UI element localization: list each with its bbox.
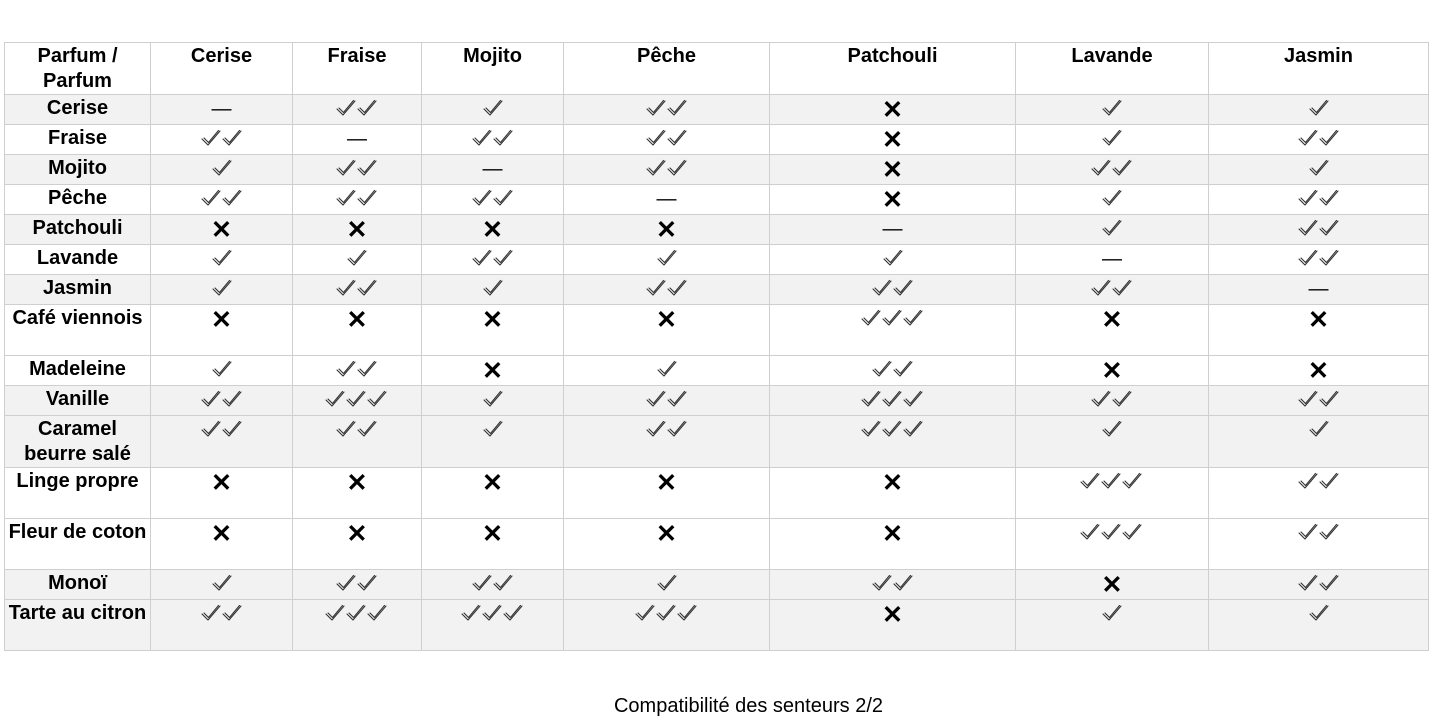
compatibility-cell: [770, 245, 1016, 275]
check-1-icon: [656, 248, 678, 268]
compatibility-cell: [1016, 155, 1209, 185]
compatibility-cell: [1209, 600, 1429, 651]
compatibility-cell: [1016, 215, 1209, 245]
compatibility-cell: [1016, 519, 1209, 570]
compatibility-cell: [293, 305, 422, 356]
incompatible-cross-icon: ✕: [482, 357, 503, 385]
column-header: Mojito: [422, 43, 564, 95]
compatibility-cell: [1209, 386, 1429, 416]
compatibility-cell: [1016, 600, 1209, 651]
check-2-icon: [1297, 471, 1341, 491]
compatibility-cell: [422, 386, 564, 416]
table-row: [5, 125, 1429, 155]
compatibility-cell: [770, 386, 1016, 416]
table-row: [5, 155, 1429, 185]
incompatible-cross-icon: ✕: [211, 469, 232, 497]
column-header: Fraise: [293, 43, 422, 95]
compatibility-cell: [1209, 305, 1429, 356]
check-1-icon: [1101, 188, 1123, 208]
compatibility-cell: [564, 468, 770, 519]
incompatible-cross-icon: ✕: [882, 469, 903, 497]
row-header: Patchouli: [5, 215, 151, 245]
compatibility-cell: [564, 245, 770, 275]
compatibility-cell: [564, 125, 770, 155]
check-2-icon: [335, 359, 379, 379]
table-row: [5, 245, 1429, 275]
compatibility-cell: [422, 305, 564, 356]
compatibility-cell: [293, 570, 422, 600]
table-row: [5, 305, 1429, 356]
compatibility-cell: [770, 275, 1016, 305]
check-2-icon: [871, 573, 915, 593]
compatibility-cell: [151, 386, 293, 416]
compatibility-cell: [1016, 356, 1209, 386]
header-row: [5, 43, 1429, 95]
row-header: Fleur de coton: [5, 519, 151, 570]
check-3-icon: [324, 603, 390, 623]
check-2-icon: [1297, 248, 1341, 268]
compatibility-cell: [422, 155, 564, 185]
table-row: [5, 356, 1429, 386]
table-row: [5, 185, 1429, 215]
compatibility-cell: [422, 356, 564, 386]
incompatible-cross-icon: ✕: [1308, 357, 1329, 385]
check-2-icon: [645, 98, 689, 118]
incompatible-cross-icon: ✕: [482, 520, 503, 548]
check-1-icon: [211, 158, 233, 178]
check-2-icon: [471, 188, 515, 208]
compatibility-cell: [422, 600, 564, 651]
compatibility-cell: [293, 155, 422, 185]
compatibility-cell: [422, 95, 564, 125]
check-2-icon: [1297, 522, 1341, 542]
compatibility-cell: [151, 356, 293, 386]
compatibility-cell: [564, 155, 770, 185]
check-1-icon: [1101, 218, 1123, 238]
compatibility-cell: [1016, 416, 1209, 468]
incompatible-cross-icon: ✕: [656, 520, 677, 548]
compatibility-cell: [564, 519, 770, 570]
compatibility-cell: [1209, 185, 1429, 215]
compatibility-cell: [1209, 95, 1429, 125]
column-header: Patchouli: [770, 43, 1016, 95]
check-3-icon: [324, 389, 390, 409]
row-header: Fraise: [5, 125, 151, 155]
check-2-icon: [471, 128, 515, 148]
check-1-icon: [1101, 419, 1123, 439]
check-1-icon: [1308, 603, 1330, 623]
check-2-icon: [871, 278, 915, 298]
compatibility-cell: [293, 416, 422, 468]
check-2-icon: [1090, 389, 1134, 409]
compatibility-cell: [770, 95, 1016, 125]
row-header: Pêche: [5, 185, 151, 215]
check-2-icon: [645, 389, 689, 409]
compatibility-cell: [151, 155, 293, 185]
check-1-icon: [1101, 128, 1123, 148]
corner-header: Parfum / Parfum: [5, 43, 151, 95]
incompatible-cross-icon: ✕: [882, 96, 903, 124]
table-row: [5, 570, 1429, 600]
compatibility-cell: [770, 125, 1016, 155]
compatibility-cell: [151, 185, 293, 215]
incompatible-cross-icon: ✕: [656, 216, 677, 244]
incompatible-cross-icon: ✕: [346, 520, 368, 548]
incompatible-cross-icon: ✕: [882, 601, 903, 629]
check-1-icon: [211, 359, 233, 379]
incompatible-cross-icon: ✕: [1101, 357, 1123, 385]
compatibility-cell: [422, 185, 564, 215]
compatibility-cell: [1016, 275, 1209, 305]
row-header: Café viennois: [5, 305, 151, 356]
compatibility-cell: [422, 245, 564, 275]
check-1-icon: [211, 573, 233, 593]
compatibility-cell: [770, 600, 1016, 651]
compatibility-cell: [1016, 245, 1209, 275]
compatibility-cell: [422, 275, 564, 305]
compatibility-cell: [151, 416, 293, 468]
check-2-icon: [335, 573, 379, 593]
check-2-icon: [1297, 218, 1341, 238]
incompatible-cross-icon: ✕: [211, 306, 232, 334]
compatibility-cell: [1016, 468, 1209, 519]
table-row: [5, 386, 1429, 416]
compatibility-cell: [151, 95, 293, 125]
check-3-icon: [1079, 471, 1145, 491]
check-1-icon: [482, 278, 504, 298]
check-1-icon: [482, 419, 504, 439]
compatibility-cell: [293, 600, 422, 651]
compatibility-cell: [770, 570, 1016, 600]
compatibility-cell: [1016, 386, 1209, 416]
incompatible-cross-icon: ✕: [656, 306, 677, 334]
compatibility-cell: [293, 386, 422, 416]
column-header: Pêche: [564, 43, 770, 95]
compatibility-cell: [293, 245, 422, 275]
compatibility-cell: [1209, 125, 1429, 155]
check-2-icon: [645, 158, 689, 178]
check-2-icon: [471, 248, 515, 268]
check-1-icon: [211, 278, 233, 298]
row-header: Caramel beurre salé: [5, 416, 151, 468]
check-2-icon: [335, 98, 379, 118]
incompatible-cross-icon: ✕: [882, 126, 903, 154]
compatibility-cell: [564, 275, 770, 305]
check-2-icon: [471, 573, 515, 593]
compatibility-cell: [151, 519, 293, 570]
compatibility-cell: [422, 416, 564, 468]
compatibility-cell: [770, 519, 1016, 570]
compatibility-cell: [1209, 416, 1429, 468]
incompatible-cross-icon: ✕: [346, 469, 368, 497]
compatibility-cell: [1209, 245, 1429, 275]
check-2-icon: [200, 603, 244, 623]
table-row: [5, 519, 1429, 570]
compatibility-cell: [770, 416, 1016, 468]
row-header: Linge propre: [5, 468, 151, 519]
row-header: Tarte au citron: [5, 600, 151, 651]
check-3-icon: [860, 308, 926, 328]
compatibility-cell: [151, 600, 293, 651]
compatibility-cell: [422, 125, 564, 155]
same-scent-dash: —: [882, 218, 903, 240]
same-scent-dash: —: [1308, 278, 1329, 300]
table-row: [5, 215, 1429, 245]
compatibility-cell: [1016, 185, 1209, 215]
compatibility-cell: [1016, 125, 1209, 155]
check-1-icon: [656, 359, 678, 379]
compatibility-cell: [422, 215, 564, 245]
check-2-icon: [871, 359, 915, 379]
compatibility-cell: [151, 305, 293, 356]
compatibility-cell: [1016, 95, 1209, 125]
row-header: Vanille: [5, 386, 151, 416]
check-1-icon: [482, 98, 504, 118]
incompatible-cross-icon: ✕: [1101, 306, 1123, 334]
compatibility-cell: [564, 305, 770, 356]
compatibility-cell: [564, 416, 770, 468]
check-2-icon: [1297, 188, 1341, 208]
check-2-icon: [200, 128, 244, 148]
compatibility-cell: [1209, 356, 1429, 386]
incompatible-cross-icon: ✕: [882, 156, 903, 184]
compatibility-cell: [293, 215, 422, 245]
check-3-icon: [860, 419, 926, 439]
check-2-icon: [335, 158, 379, 178]
compatibility-cell: [293, 275, 422, 305]
column-header: Cerise: [151, 43, 293, 95]
check-1-icon: [656, 573, 678, 593]
incompatible-cross-icon: ✕: [211, 216, 232, 244]
check-1-icon: [1308, 419, 1330, 439]
check-2-icon: [200, 188, 244, 208]
table-body: [5, 95, 1429, 651]
check-2-icon: [335, 419, 379, 439]
incompatible-cross-icon: ✕: [482, 216, 503, 244]
incompatible-cross-icon: ✕: [482, 469, 503, 497]
compatibility-cell: [151, 245, 293, 275]
same-scent-dash: —: [211, 98, 232, 120]
compatibility-cell: [293, 356, 422, 386]
incompatible-cross-icon: ✕: [346, 306, 368, 334]
incompatible-cross-icon: ✕: [1308, 306, 1329, 334]
check-1-icon: [346, 248, 368, 268]
row-header: Lavande: [5, 245, 151, 275]
check-2-icon: [1297, 573, 1341, 593]
compatibility-cell: [1016, 570, 1209, 600]
compatibility-cell: [151, 570, 293, 600]
row-header: Jasmin: [5, 275, 151, 305]
compatibility-cell: [1209, 570, 1429, 600]
compatibility-cell: [564, 600, 770, 651]
compatibility-cell: [151, 125, 293, 155]
compatibility-table: [4, 42, 1429, 651]
row-header: Monoï: [5, 570, 151, 600]
compatibility-cell: [770, 356, 1016, 386]
check-3-icon: [860, 389, 926, 409]
check-1-icon: [1308, 98, 1330, 118]
check-1-icon: [482, 389, 504, 409]
check-3-icon: [634, 603, 700, 623]
compatibility-cell: [422, 468, 564, 519]
table-row: [5, 416, 1429, 468]
compatibility-cell: [1209, 215, 1429, 245]
check-2-icon: [645, 419, 689, 439]
column-header: Lavande: [1016, 43, 1209, 95]
check-2-icon: [1297, 389, 1341, 409]
same-scent-dash: —: [1102, 248, 1122, 270]
compatibility-cell: [293, 125, 422, 155]
compatibility-cell: [151, 215, 293, 245]
compatibility-cell: [770, 185, 1016, 215]
check-2-icon: [200, 419, 244, 439]
check-1-icon: [1101, 98, 1123, 118]
compatibility-cell: [564, 356, 770, 386]
check-2-icon: [200, 389, 244, 409]
check-2-icon: [645, 278, 689, 298]
incompatible-cross-icon: ✕: [482, 306, 503, 334]
compatibility-cell: [422, 519, 564, 570]
compatibility-cell: [1209, 468, 1429, 519]
incompatible-cross-icon: ✕: [1101, 571, 1123, 599]
compatibility-cell: [1016, 305, 1209, 356]
row-header: Cerise: [5, 95, 151, 125]
check-1-icon: [211, 248, 233, 268]
incompatible-cross-icon: ✕: [656, 469, 677, 497]
compatibility-cell: [770, 215, 1016, 245]
page-caption: Compatibilité des senteurs 2/2: [613, 695, 884, 717]
same-scent-dash: —: [347, 128, 367, 150]
compatibility-cell: [770, 155, 1016, 185]
check-1-icon: [1101, 603, 1123, 623]
compatibility-cell: [422, 570, 564, 600]
table-row: [5, 275, 1429, 305]
column-header: Jasmin: [1209, 43, 1429, 95]
row-header: Madeleine: [5, 356, 151, 386]
compatibility-cell: [564, 215, 770, 245]
compatibility-cell: [770, 468, 1016, 519]
compatibility-cell: [293, 95, 422, 125]
compatibility-cell: [293, 468, 422, 519]
compatibility-cell: [1209, 519, 1429, 570]
compatibility-cell: [293, 519, 422, 570]
check-2-icon: [1090, 278, 1134, 298]
compatibility-cell: [1209, 155, 1429, 185]
check-1-icon: [1308, 158, 1330, 178]
incompatible-cross-icon: ✕: [346, 216, 368, 244]
check-3-icon: [460, 603, 526, 623]
compatibility-cell: [564, 95, 770, 125]
row-header: Mojito: [5, 155, 151, 185]
check-1-icon: [882, 248, 904, 268]
check-2-icon: [335, 188, 379, 208]
check-2-icon: [1297, 128, 1341, 148]
check-3-icon: [1079, 522, 1145, 542]
table-row: [5, 95, 1429, 125]
same-scent-dash: —: [482, 158, 503, 180]
table-row: [5, 600, 1429, 651]
incompatible-cross-icon: ✕: [882, 186, 903, 214]
incompatible-cross-icon: ✕: [211, 520, 232, 548]
compatibility-cell: [151, 275, 293, 305]
compatibility-cell: [564, 185, 770, 215]
compatibility-cell: [564, 570, 770, 600]
compatibility-cell: [564, 386, 770, 416]
compatibility-cell: [770, 305, 1016, 356]
compatibility-cell: [293, 185, 422, 215]
incompatible-cross-icon: ✕: [882, 520, 903, 548]
compatibility-cell: [1209, 275, 1429, 305]
compatibility-cell: [151, 468, 293, 519]
check-2-icon: [335, 278, 379, 298]
table-row: [5, 468, 1429, 519]
check-2-icon: [1090, 158, 1134, 178]
same-scent-dash: —: [656, 188, 677, 210]
check-2-icon: [645, 128, 689, 148]
